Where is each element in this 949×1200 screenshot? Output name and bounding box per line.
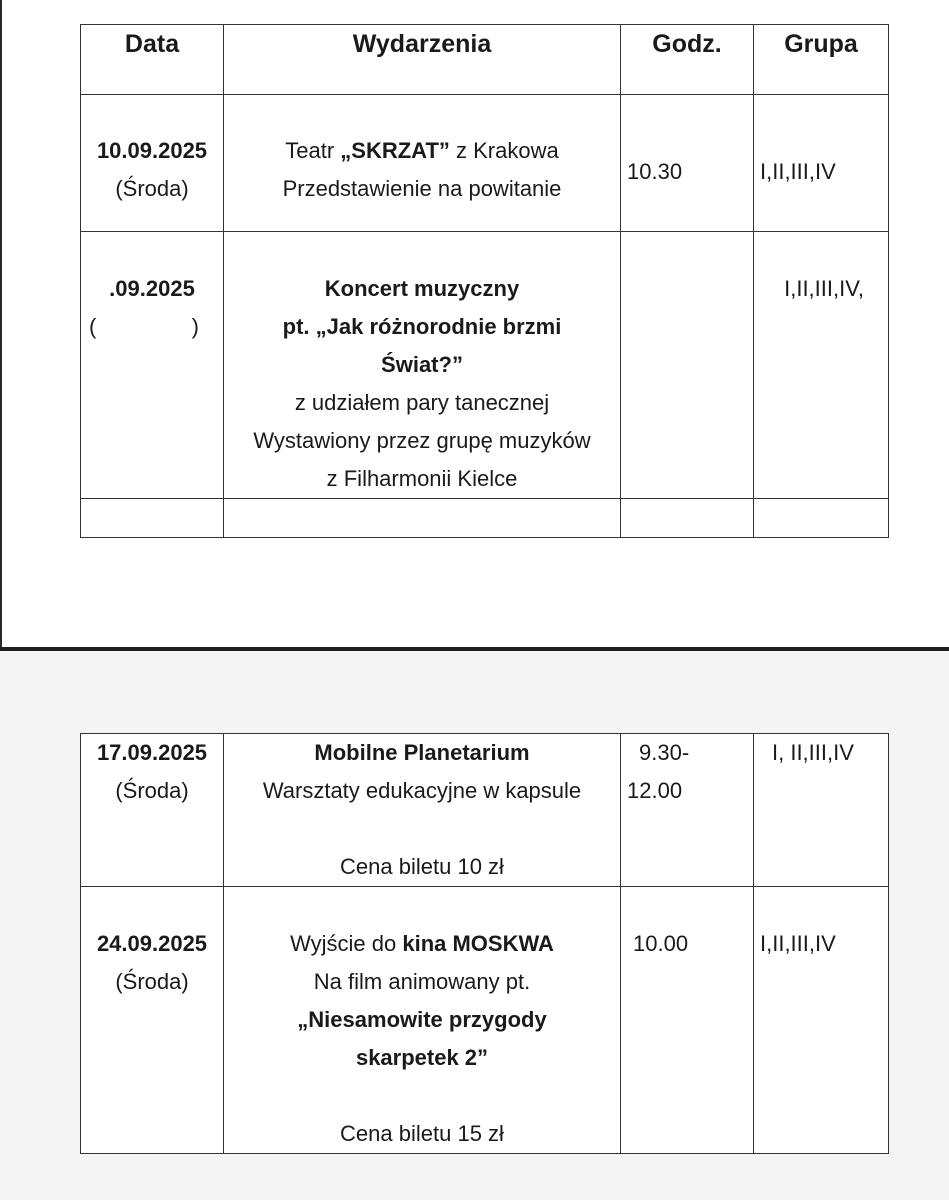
- event-group: I,II,III,IV,: [784, 276, 864, 301]
- event-time: 10.30: [627, 159, 683, 184]
- empty-cell: [81, 499, 224, 538]
- group-cell: [754, 95, 889, 232]
- date-cell: [81, 887, 224, 1154]
- event-title-suffix: z Krakowa: [449, 138, 559, 163]
- spacer: [224, 1077, 620, 1115]
- event-group: I, II,III,IV: [772, 740, 854, 765]
- table-row-empty: [81, 499, 889, 538]
- event-time: 10.00: [633, 931, 689, 956]
- event-title-bold: „SKRZAT”: [340, 138, 450, 163]
- table-header-row: [81, 25, 889, 95]
- page-left-edge: [0, 0, 2, 650]
- schedule-table-top-content: [80, 24, 889, 538]
- event-title: [224, 925, 620, 963]
- header-group-cell: Grupa: [754, 25, 889, 95]
- event-title-line: Koncert muzyczny: [324, 276, 520, 301]
- group-cell: [754, 734, 889, 887]
- event-date: 10.09.2025: [96, 138, 208, 163]
- time-cell: [621, 887, 754, 1154]
- time-cell: [621, 232, 754, 499]
- event-detail-line: z udziałem pary tanecznej: [294, 390, 550, 415]
- event-date: .09.2025: [109, 276, 195, 301]
- event-title-bold: kina MOSKWA: [402, 931, 554, 956]
- day-paren-close: ): [191, 314, 199, 339]
- group-cell: [754, 232, 889, 499]
- event-day: (Środa): [115, 778, 189, 803]
- table-row: [81, 232, 889, 499]
- event-day: (Środa): [115, 969, 189, 994]
- table-row: [81, 95, 889, 232]
- events-cell: [224, 734, 621, 887]
- date-cell: [81, 734, 224, 887]
- event-detail-line: z Filharmonii Kielce: [326, 466, 518, 491]
- ticket-price: Cena biletu 15 zł: [340, 1121, 504, 1146]
- film-title-line: skarpetek 2”: [355, 1045, 489, 1070]
- spacer: [224, 810, 620, 848]
- event-day-blank: [81, 308, 223, 346]
- time-cell: [621, 95, 754, 232]
- events-cell: [224, 887, 621, 1154]
- event-title-line: Świat?”: [381, 352, 463, 377]
- event-subtitle: Przedstawienie na powitanie: [282, 176, 562, 201]
- empty-cell: [224, 499, 621, 538]
- table-row: [81, 887, 889, 1154]
- event-subtitle: Warsztaty edukacyjne w kapsule: [262, 778, 582, 803]
- event-title-line: pt. „Jak różnorodnie brzmi: [282, 314, 562, 339]
- date-cell: [81, 95, 224, 232]
- header-time-cell: Godz.: [621, 25, 754, 95]
- events-cell: [224, 232, 621, 499]
- group-cell: [754, 887, 889, 1154]
- table-row: [81, 734, 889, 887]
- empty-cell: [621, 499, 754, 538]
- event-title: Mobilne Planetarium: [314, 740, 530, 765]
- film-title-line: „Niesamowite przygody: [297, 1007, 547, 1032]
- events-cell: [224, 95, 621, 232]
- event-day: (Środa): [115, 176, 189, 201]
- event-group: I,II,III,IV: [760, 931, 836, 956]
- day-paren-open: (: [89, 314, 97, 339]
- event-time-end: 12.00: [627, 778, 683, 803]
- event-title-prefix: Wyjście do: [290, 931, 403, 956]
- date-cell: [81, 232, 224, 499]
- event-title: [224, 132, 620, 170]
- event-subtitle: Na film animowany pt.: [313, 969, 531, 994]
- time-cell: [621, 734, 754, 887]
- event-date: 17.09.2025: [96, 740, 208, 765]
- schedule-table-bottom: [80, 733, 889, 1154]
- event-time-start: 9.30-: [639, 740, 690, 765]
- event-date: 24.09.2025: [96, 931, 208, 956]
- event-detail-line: Wystawiony przez grupę muzyków: [253, 428, 591, 453]
- header-date-cell: Data: [81, 25, 224, 95]
- empty-cell: [754, 499, 889, 538]
- ticket-price: Cena biletu 10 zł: [340, 854, 504, 879]
- event-group: I,II,III,IV: [760, 159, 836, 184]
- event-title-prefix: Teatr: [285, 138, 341, 163]
- header-events-cell: Wydarzenia: [224, 25, 621, 95]
